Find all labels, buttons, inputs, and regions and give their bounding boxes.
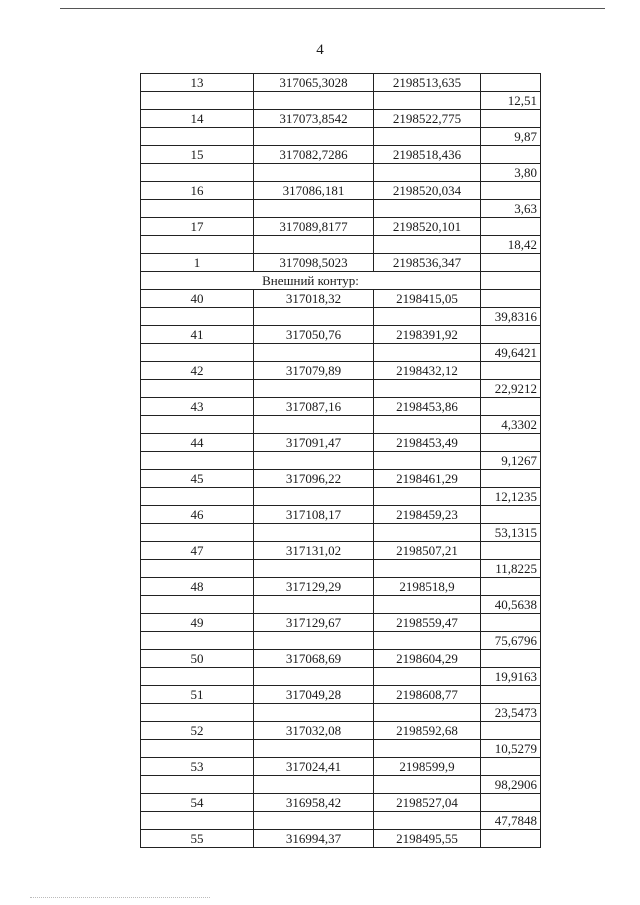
coord-y: 2198520,101 [374, 218, 481, 236]
point-row [141, 542, 541, 560]
page-number: 4 [316, 42, 324, 58]
coord-x: 317089,8177 [254, 218, 374, 236]
section-title: Внешний контур: [141, 272, 481, 290]
point-number: 54 [141, 794, 254, 812]
distance-row [141, 524, 541, 542]
coord-y: 2198513,635 [374, 74, 481, 92]
point-row [141, 290, 541, 308]
point-row [141, 326, 541, 344]
point-row [141, 398, 541, 416]
point-row [141, 722, 541, 740]
segment-length: 98,2906 [481, 776, 541, 794]
distance-row [141, 740, 541, 758]
distance-row [141, 560, 541, 578]
point-number: 40 [141, 290, 254, 308]
segment-length: 12,1235 [481, 488, 541, 506]
segment-length: 53,1315 [481, 524, 541, 542]
segment-length: 39,8316 [481, 308, 541, 326]
point-number: 46 [141, 506, 254, 524]
coord-y: 2198459,23 [374, 506, 481, 524]
coord-y: 2198599,9 [374, 758, 481, 776]
point-row [141, 506, 541, 524]
header-rule [60, 8, 605, 9]
distance-row [141, 236, 541, 254]
point-number: 41 [141, 326, 254, 344]
coord-y: 2198453,49 [374, 434, 481, 452]
scan-artifact [30, 897, 210, 898]
segment-length: 3,80 [481, 164, 541, 182]
segment-length: 75,6796 [481, 632, 541, 650]
point-row [141, 218, 541, 236]
point-number: 15 [141, 146, 254, 164]
coord-x: 317068,69 [254, 650, 374, 668]
segment-length: 40,5638 [481, 596, 541, 614]
segment-length: 23,5473 [481, 704, 541, 722]
coord-x: 316994,37 [254, 830, 374, 848]
coord-y: 2198461,29 [374, 470, 481, 488]
distance-row [141, 200, 541, 218]
segment-length: 19,9163 [481, 668, 541, 686]
coord-x: 317098,5023 [254, 254, 374, 272]
point-number: 43 [141, 398, 254, 416]
point-number: 44 [141, 434, 254, 452]
outer-contour-rows [141, 290, 541, 848]
point-row [141, 470, 541, 488]
coord-y: 2198559,47 [374, 614, 481, 632]
point-row [141, 614, 541, 632]
distance-row [141, 776, 541, 794]
point-number: 48 [141, 578, 254, 596]
coord-x: 317032,08 [254, 722, 374, 740]
section-header [141, 272, 541, 290]
point-row [141, 686, 541, 704]
segment-length: 47,7848 [481, 812, 541, 830]
coord-x: 316958,42 [254, 794, 374, 812]
point-number: 51 [141, 686, 254, 704]
point-number: 53 [141, 758, 254, 776]
coord-x: 317131,02 [254, 542, 374, 560]
distance-row [141, 632, 541, 650]
segment-length: 9,87 [481, 128, 541, 146]
coord-x: 317073,8542 [254, 110, 374, 128]
point-number: 49 [141, 614, 254, 632]
distance-row [141, 416, 541, 434]
coord-x: 317129,29 [254, 578, 374, 596]
coord-y: 2198507,21 [374, 542, 481, 560]
coord-x: 317108,17 [254, 506, 374, 524]
coord-y: 2198536,347 [374, 254, 481, 272]
coord-x: 317079,89 [254, 362, 374, 380]
distance-row [141, 344, 541, 362]
coord-y: 2198592,68 [374, 722, 481, 740]
coord-y: 2198527,04 [374, 794, 481, 812]
segment-length: 12,51 [481, 92, 541, 110]
coord-y: 2198608,77 [374, 686, 481, 704]
point-number: 42 [141, 362, 254, 380]
point-number: 1 [141, 254, 254, 272]
coord-x: 317082,7286 [254, 146, 374, 164]
coord-y: 2198391,92 [374, 326, 481, 344]
segment-length: 22,9212 [481, 380, 541, 398]
point-row [141, 74, 541, 92]
coord-y: 2198604,29 [374, 650, 481, 668]
coord-y: 2198453,86 [374, 398, 481, 416]
point-number: 17 [141, 218, 254, 236]
coord-x: 317086,181 [254, 182, 374, 200]
segment-length: 3,63 [481, 200, 541, 218]
point-number: 52 [141, 722, 254, 740]
coordinates-table [140, 73, 541, 848]
distance-row [141, 380, 541, 398]
point-row [141, 758, 541, 776]
distance-row [141, 596, 541, 614]
distance-row [141, 668, 541, 686]
coord-x: 317024,41 [254, 758, 374, 776]
point-number: 45 [141, 470, 254, 488]
coord-y: 2198520,034 [374, 182, 481, 200]
coord-y: 2198518,9 [374, 578, 481, 596]
coord-x: 317087,16 [254, 398, 374, 416]
coord-y: 2198415,05 [374, 290, 481, 308]
coord-x: 317065,3028 [254, 74, 374, 92]
segment-length: 49,6421 [481, 344, 541, 362]
coord-x: 317018,32 [254, 290, 374, 308]
coord-y: 2198432,12 [374, 362, 481, 380]
segment-length: 11,8225 [481, 560, 541, 578]
distance-row [141, 164, 541, 182]
point-row [141, 578, 541, 596]
point-number: 47 [141, 542, 254, 560]
point-row [141, 362, 541, 380]
coord-y: 2198522,775 [374, 110, 481, 128]
point-row [141, 434, 541, 452]
point-number: 14 [141, 110, 254, 128]
point-row [141, 182, 541, 200]
coord-x: 317129,67 [254, 614, 374, 632]
inner-contour-rows [141, 74, 541, 272]
distance-row [141, 704, 541, 722]
coord-y: 2198495,55 [374, 830, 481, 848]
point-number: 50 [141, 650, 254, 668]
point-row [141, 110, 541, 128]
distance-row [141, 452, 541, 470]
point-row [141, 830, 541, 848]
distance-row [141, 92, 541, 110]
point-row [141, 650, 541, 668]
point-number: 55 [141, 830, 254, 848]
distance-row [141, 488, 541, 506]
segment-length: 18,42 [481, 236, 541, 254]
coord-x: 317091,47 [254, 434, 374, 452]
point-row [141, 146, 541, 164]
distance-row [141, 812, 541, 830]
coord-y: 2198518,436 [374, 146, 481, 164]
point-number: 13 [141, 74, 254, 92]
segment-length: 4,3302 [481, 416, 541, 434]
distance-row [141, 128, 541, 146]
segment-length: 9,1267 [481, 452, 541, 470]
coord-x: 317049,28 [254, 686, 374, 704]
point-row [141, 254, 541, 272]
point-row [141, 794, 541, 812]
segment-length: 10,5279 [481, 740, 541, 758]
coord-x: 317096,22 [254, 470, 374, 488]
coord-x: 317050,76 [254, 326, 374, 344]
distance-row [141, 308, 541, 326]
point-number: 16 [141, 182, 254, 200]
